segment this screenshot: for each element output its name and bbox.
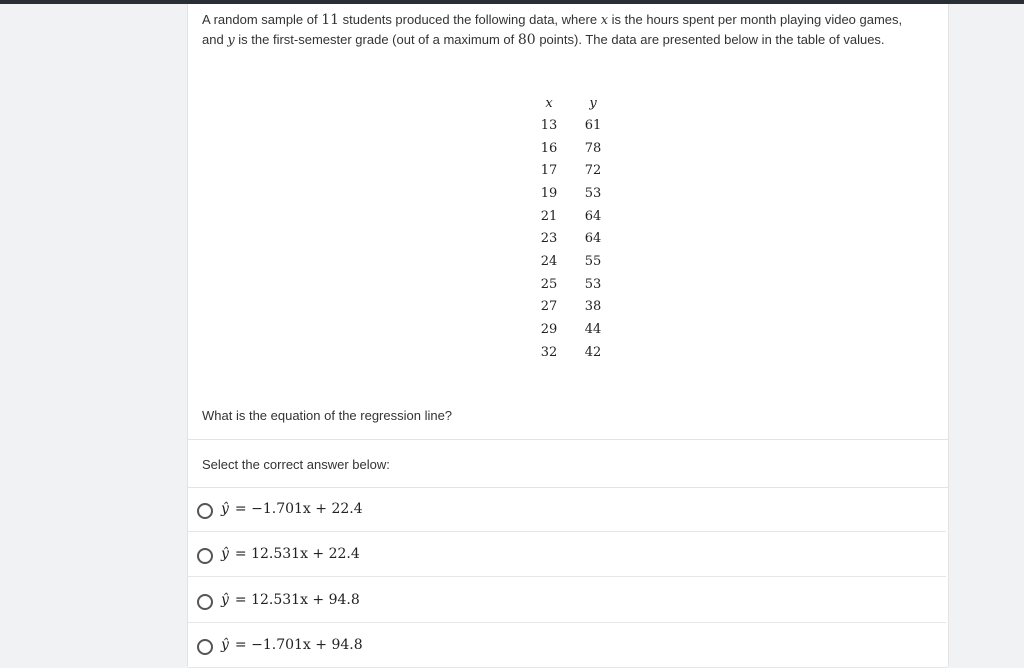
- cell-y: 44: [584, 322, 602, 338]
- table-row: [527, 318, 615, 341]
- cell-x: 27: [540, 299, 558, 315]
- option-lhs: ŷ: [221, 546, 229, 562]
- table-row: [527, 159, 615, 182]
- cell-y: 38: [584, 299, 602, 315]
- cell-y: 61: [584, 117, 602, 133]
- option-equation: [221, 592, 360, 608]
- cell-x: 13: [540, 117, 558, 133]
- cell-x: 17: [540, 163, 558, 179]
- table-row: [527, 273, 615, 296]
- option-rhs: = 12.531x + 22.4: [234, 546, 360, 562]
- prompt-text-4: and: [202, 32, 228, 47]
- cell-x: 29: [540, 322, 558, 338]
- radio-button[interactable]: [197, 594, 213, 610]
- select-answer-label: Select the correct answer below:: [202, 457, 390, 472]
- radio-button[interactable]: [197, 639, 213, 655]
- option-lhs: ŷ: [221, 637, 229, 653]
- divider: [188, 439, 948, 440]
- table-header-row: [527, 92, 615, 114]
- cell-x: 21: [540, 208, 558, 224]
- option-rhs: = −1.701x + 22.4: [234, 501, 363, 517]
- cell-y: 78: [584, 140, 602, 156]
- table-row: [527, 205, 615, 228]
- option-lhs: ŷ: [221, 592, 229, 608]
- cell-x: 16: [540, 140, 558, 156]
- table-row: [527, 341, 615, 364]
- table-row: [527, 182, 615, 205]
- question-card: [187, 4, 949, 666]
- table-row: [527, 227, 615, 250]
- header-y: y: [589, 95, 597, 111]
- prompt-text-3: is the hours spent per month playing video games,: [608, 12, 903, 27]
- option-equation: [221, 637, 363, 653]
- cell-y: 53: [584, 276, 602, 292]
- question-prompt: [202, 10, 932, 50]
- table-row: [527, 114, 615, 137]
- y-variable: y: [227, 33, 235, 48]
- cell-x: 24: [540, 253, 558, 269]
- cell-y: 64: [584, 208, 602, 224]
- max-points: 80: [517, 32, 536, 48]
- cell-y: 42: [584, 344, 602, 360]
- table-row: [527, 137, 615, 160]
- option-lhs: ŷ: [221, 501, 229, 517]
- x-variable: x: [600, 13, 609, 28]
- cell-y: 72: [584, 163, 602, 179]
- prompt-text-1: A random sample of: [202, 12, 322, 27]
- prompt-text-2: students produced the following data, where: [339, 12, 601, 27]
- radio-button[interactable]: [197, 548, 213, 564]
- option-equation: [221, 546, 360, 562]
- answer-option[interactable]: [188, 488, 946, 532]
- cell-y: 64: [584, 231, 602, 247]
- prompt-text-5: is the first-semester grade (out of a maximum of: [234, 32, 518, 47]
- sample-size: 11: [321, 12, 340, 28]
- cell-y: 55: [584, 253, 602, 269]
- table-row: [527, 250, 615, 273]
- option-rhs: = 12.531x + 94.8: [234, 592, 360, 608]
- header-x: x: [545, 95, 553, 111]
- answer-option[interactable]: [188, 624, 946, 668]
- values-table: [527, 92, 615, 364]
- cell-x: 23: [540, 231, 558, 247]
- cell-x: 25: [540, 276, 558, 292]
- cell-y: 53: [584, 185, 602, 201]
- cell-x: 19: [540, 185, 558, 201]
- option-rhs: = −1.701x + 94.8: [234, 637, 363, 653]
- table-row: [527, 296, 615, 319]
- option-equation: [221, 501, 363, 517]
- answer-option[interactable]: [188, 533, 946, 577]
- prompt-text-6: points). The data are presented below in the table of values.: [535, 32, 885, 47]
- radio-button[interactable]: [197, 503, 213, 519]
- regression-question: What is the equation of the regression line?: [202, 408, 453, 423]
- cell-x: 32: [540, 344, 558, 360]
- answer-option[interactable]: [188, 579, 946, 623]
